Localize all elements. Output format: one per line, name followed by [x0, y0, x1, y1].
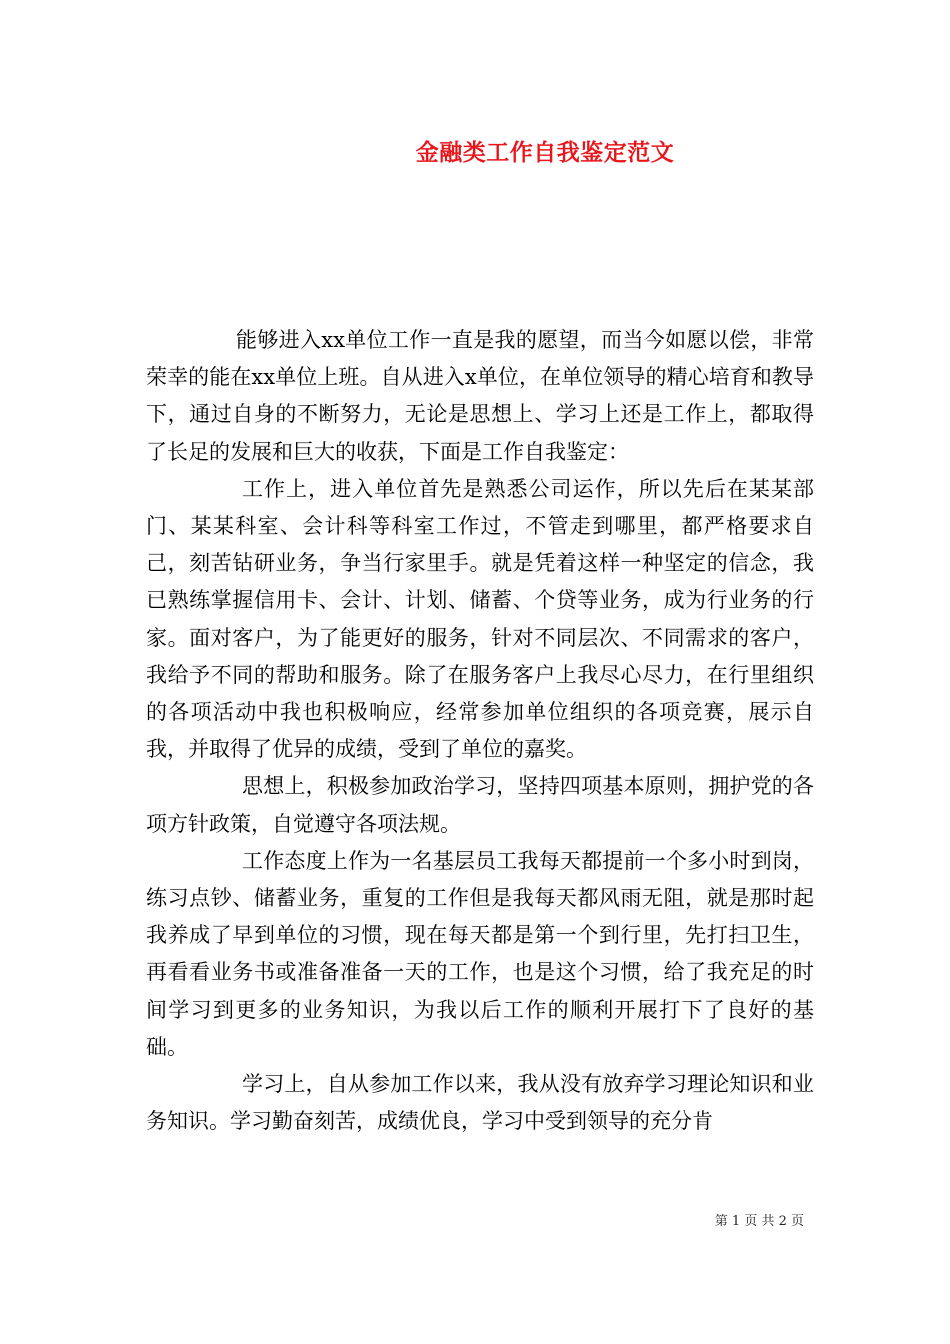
document-body [146, 322, 814, 1140]
document-title: 金融类工作自我鉴定范文 [415, 139, 675, 166]
paragraph-intro: 能够进入xx单位工作一直是我的愿望，而当今如愿以偿，非常荣幸的能在xx单位上班。自从进入x单位，在单位领导的精心培育和教导下，通过自身的不断努力，无论是思想上、学习上还是工作上，都取得了长足的发展和巨大的收获，下面是工作自我鉴定： [146, 328, 814, 464]
paragraph-study: 学习上，自从参加工作以来，我从没有放弃学习理论知识和业务知识。学习勤奋刻苦，成绩优良，学习中受到领导的充分肯 [146, 1072, 814, 1134]
paragraph-work: 工作上，进入单位首先是熟悉公司运作，所以先后在某某部门、某某科室、会计科等科室工作过，不管走到哪里，都严格要求自己，刻苦钻研业务，争当行家里手。就是凭着这样一种坚定的信念，我已熟练掌握信用卡、会计、计划、储蓄、个贷等业务，成为行业务的行家。面对客户，为了能更好的服务，针对不同层次、不同需求的客户，我给予不同的帮助和服务。除了在服务客户上我尽心尽力，在行里组织的各项活动中我也积极响应，经常参加单位组织的各项竞赛，展示自我，并取得了优异的成绩，受到了单位的嘉奖。 [146, 476, 814, 762]
page-number: 第 1 页 共 2 页 [714, 1214, 804, 1229]
paragraph-thought: 思想上，积极参加政治学习，坚持四项基本原则，拥护党的各项方针政策，自觉遵守各项法规。 [146, 774, 814, 836]
paragraph-attitude: 工作态度上作为一名基层员工我每天都提前一个多小时到岗，练习点钞、储蓄业务，重复的工作但是我每天都风雨无阻，就是那时起我养成了早到单位的习惯，现在每天都是第一个到行里，先打扫卫生，再看看业务书或准备准备一天的工作，也是这个习惯，给了我充足的时间学习到更多的业务知识，为我以后工作的顺利开展打下了良好的基础。 [146, 848, 814, 1059]
